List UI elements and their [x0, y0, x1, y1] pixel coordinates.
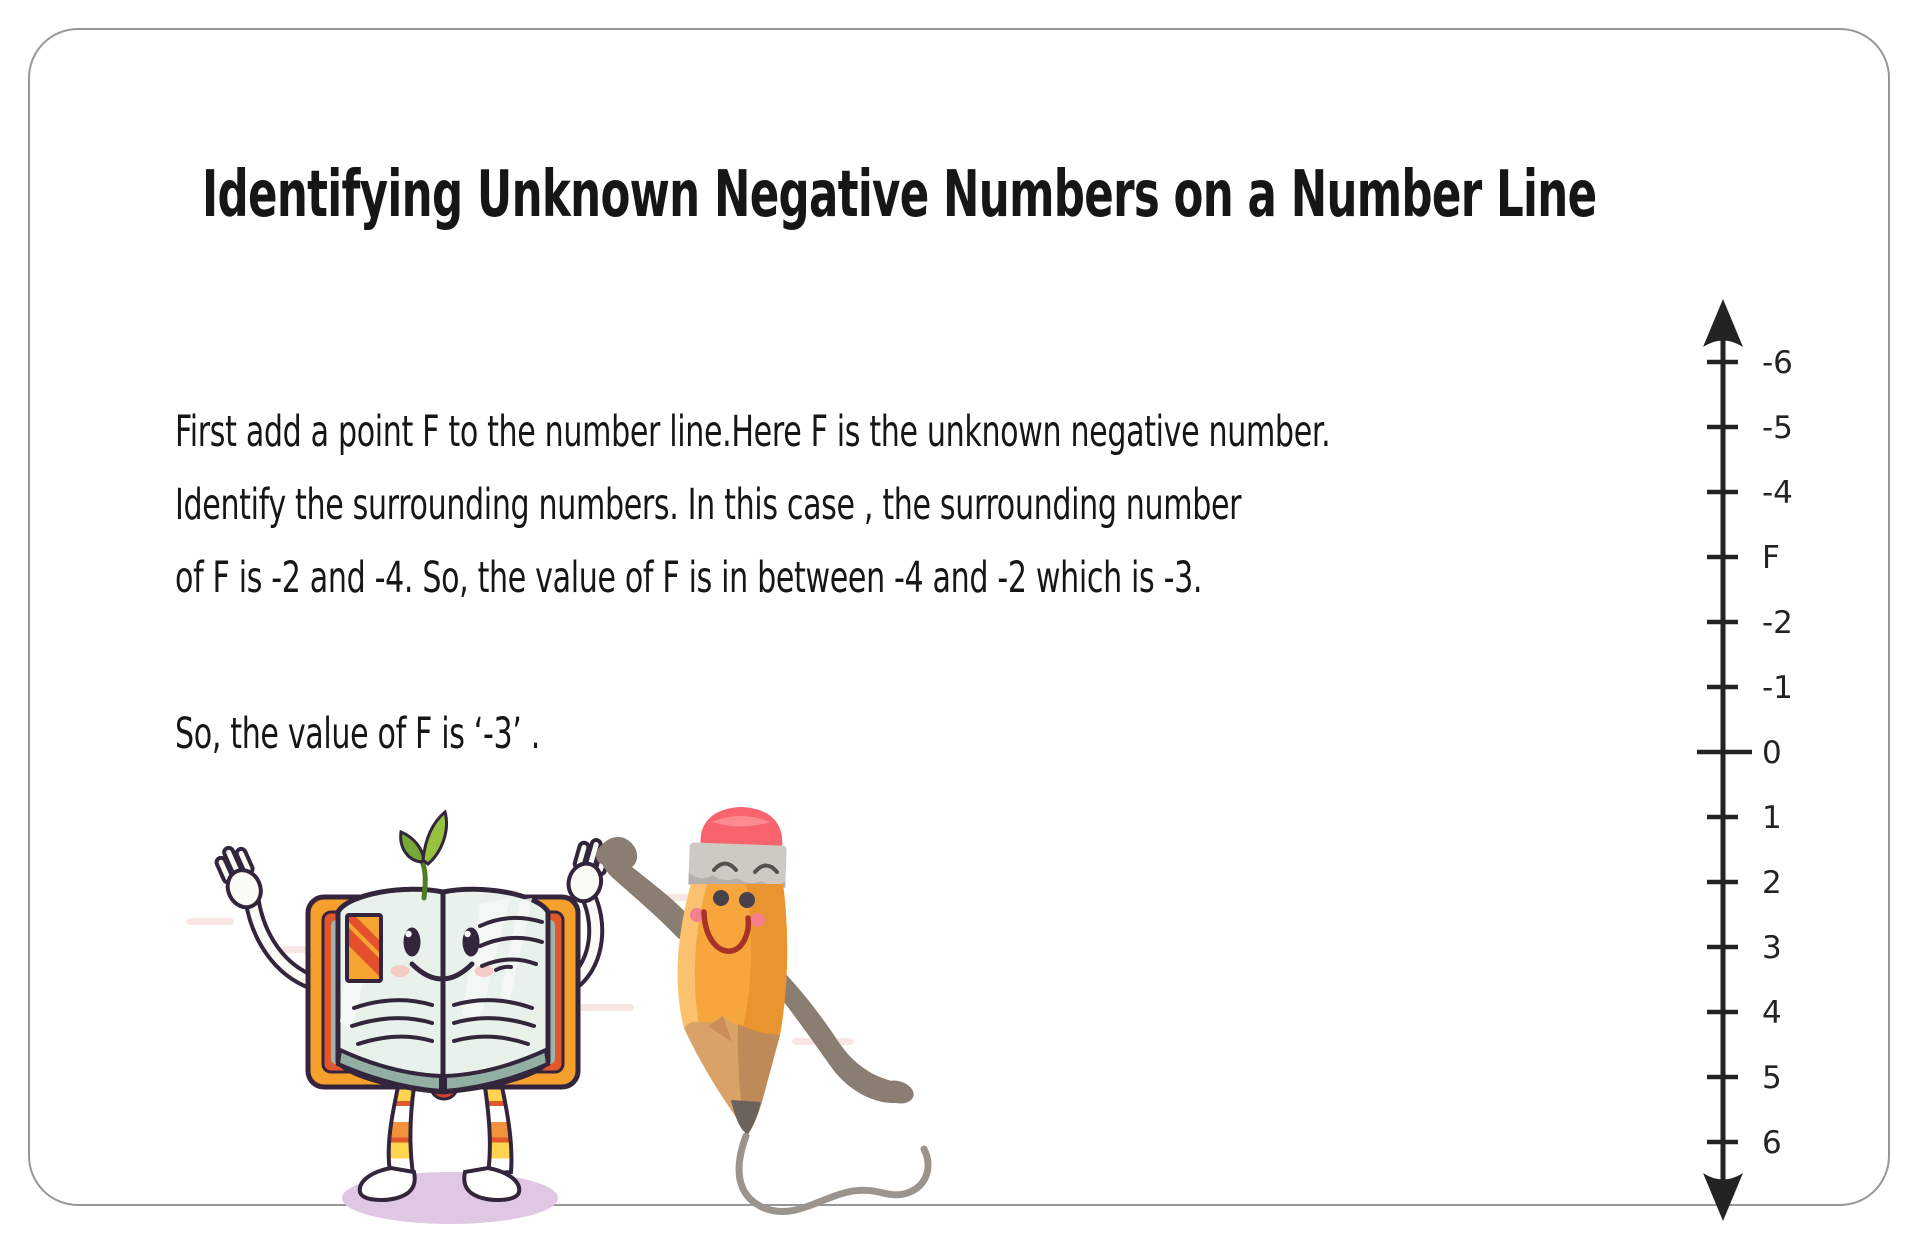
paragraph-line: of F is -2 and -4. So, the value of F is in between -4 and -2 which is -3.	[175, 553, 1203, 603]
pencil-character	[591, 807, 928, 1212]
arrow-up-icon	[1703, 299, 1743, 347]
mascot-illustration	[180, 800, 960, 1225]
tick-label-4: 4	[1762, 995, 1782, 1031]
tick-label-3: 3	[1762, 930, 1782, 966]
tick-label-0: 0	[1762, 735, 1782, 771]
arrow-down-icon	[1703, 1173, 1743, 1221]
squiggle-line	[739, 1136, 928, 1212]
tick-label-1: 1	[1762, 800, 1782, 836]
paragraph-line: Identify the surrounding numbers. In this case , the surrounding number	[175, 480, 1242, 530]
number-line	[1660, 285, 1840, 1235]
tick-label--5: -5	[1762, 410, 1793, 446]
tick-label--2: -2	[1762, 605, 1793, 641]
tick-label-F: F	[1762, 540, 1780, 576]
book-character	[212, 812, 613, 1200]
tick-label--6: -6	[1762, 345, 1793, 381]
sprout-leaf	[401, 812, 447, 898]
page-title: Identifying Unknown Negative Numbers on a Number Line	[202, 158, 1597, 232]
tick-label-2: 2	[1762, 865, 1782, 901]
paragraph-line: First add a point F to the number line.Here F is the unknown negative number.	[175, 407, 1331, 457]
conclusion-text: So, the value of F is ‘-3’ .	[175, 709, 540, 759]
tick-label-6: 6	[1762, 1125, 1782, 1161]
tick-label--4: -4	[1762, 475, 1793, 511]
tick-label-5: 5	[1762, 1060, 1782, 1096]
explanation-paragraph	[175, 396, 1826, 615]
content-card	[28, 28, 1890, 1206]
tick-label--1: -1	[1762, 670, 1793, 706]
